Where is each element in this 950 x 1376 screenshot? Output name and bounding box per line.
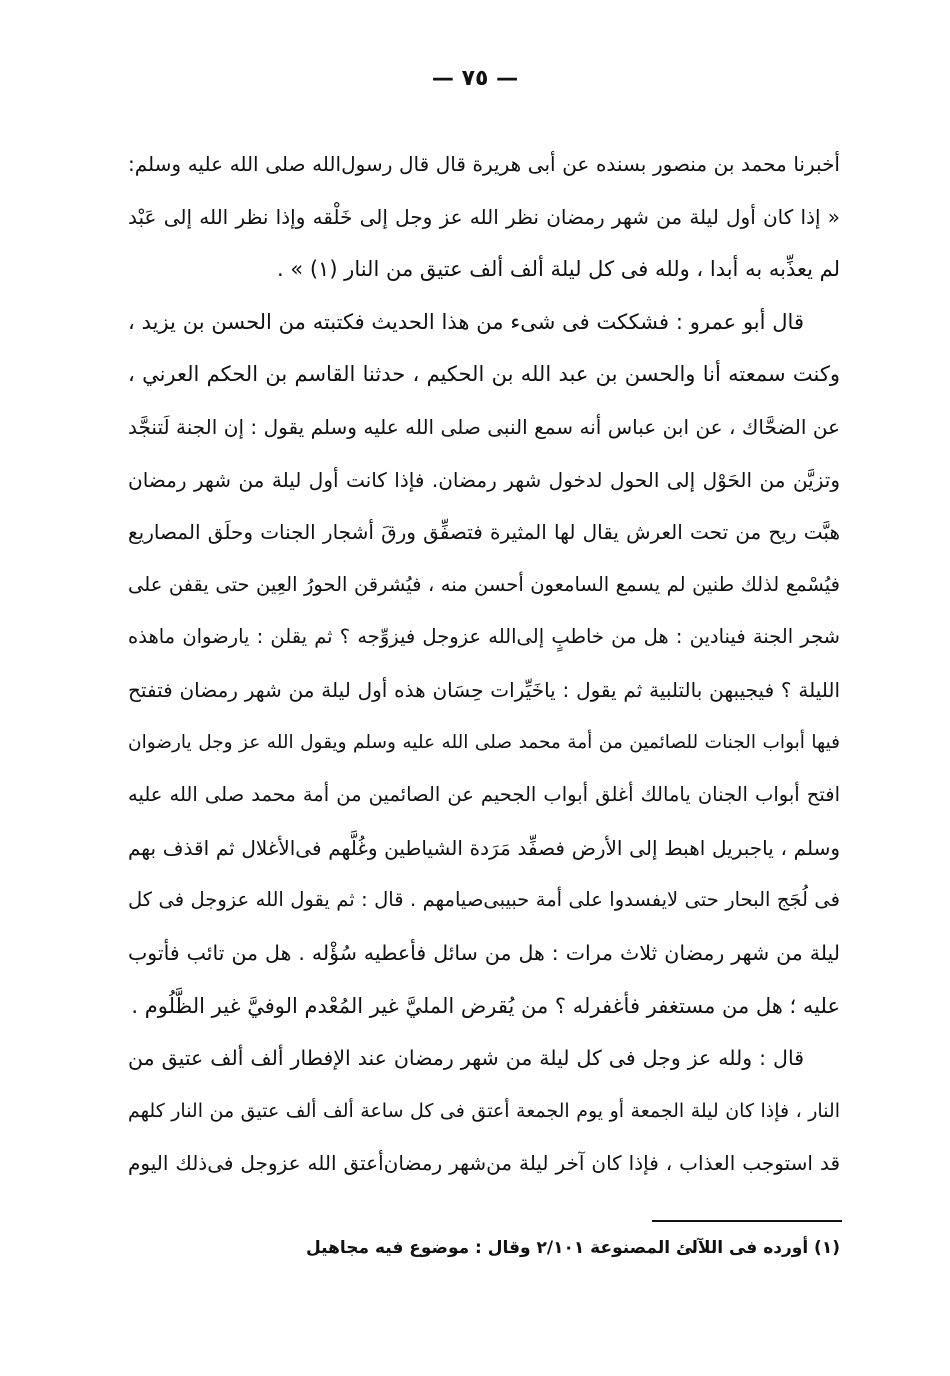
text-line: فيُسْمع لذلك طنين لم يسمع السامعون أحسن منه ، فيُشرقن الحورُ العِين حتى يقفن على — [128, 572, 840, 596]
text-line: أخبرنا محمد بن منصور بسنده عن أبى هريرة قال قال رسول‌الله صلى الله عليه وسلم: — [128, 152, 840, 176]
footnote-divider — [652, 1220, 842, 1222]
page-number: — ٧٥ — — [431, 66, 519, 91]
text-line: وتزيَّن من الحَوْل إلى الحول لدخول شهر رمضان. فإذا كانت أول ليلة من شهر رمضان — [128, 467, 840, 492]
body-text — [128, 138, 840, 1190]
text-line: قد استوجب العذاب ، فإذا كان آخر ليلة من‌شهر رمضان‌أعتق الله عزوجل فى‌ذلك اليوم — [128, 1151, 840, 1176]
text-line: ليلة من شهر رمضان ثلاث مرات : هل من سائل فأعطيه سُؤْله . هل من تائب فأتوب — [128, 940, 840, 965]
text-line: فيها أبواب الجنات للصائمين من أمة محمد صلى الله عليه وسلم ويقول الله عز وجل يارضوان — [128, 731, 840, 753]
text-line: وسلم ، ياجبريل اهبط إلى الأرض فصفِّد مَرَدة الشياطين وغُلَّهم فى‌الأغلال ثم اقذف بهم — [128, 835, 840, 860]
text-line: « إذا كان أول ليلة من شهر رمضان نظر الله عز وجل إلى خَلْقه وإذا نظر الله إلى عَبْد — [128, 204, 840, 229]
text-line: وكنت سمعته أنا والحسن بن عبد الله بن الحكيم ، حدثنا القاسم بن الحكم العرني ، — [128, 362, 840, 387]
text-line: شجر الجنة فينادين : هل من خاطبٍ إلى‌الله عزوجل فيزوِّجه ؟ ثم يقلن : يارضوان ماهذه — [128, 625, 840, 649]
text-line: قال : ولله عز وجل فى كل ليلة من شهر رمضان عند الإفطار ألف ألف عتيق من — [128, 1046, 804, 1071]
text-line: افتح أبواب الجنان يامالك أغلق أبواب الجحيم عن الصائمين من أمة محمد صلى الله عليه — [128, 783, 840, 807]
text-line: عن الضحَّاك ، عن ابن عباس أنه سمع النبى صلى الله عليه وسلم يقول : إن الجنة لَتنجَّد — [128, 414, 840, 439]
text-line: عليه ؛ هل من مستغفر فأغفرله ؟ من يُقرض المليَّ غير المُعْدم الوفيَّ غير الظَّلُوم . — [131, 993, 840, 1018]
text-line: قال أبو عمرو : فشككت فى شىء من هذا الحديث فكتبته من الحسن بن يزيد ، — [128, 309, 804, 334]
text-line: الليلة ؟ فيجيبهن بالتلبية ثم يقول : ياخَيِّرات حِسَان هذه أول ليلة من شهر رمضان فتفتح — [128, 677, 840, 702]
text-line: هبَّت ريح من تحت العرش يقال لها المثيرة فتصفِّق ورقَ أشجار الجنات وحلَق المصاريع — [128, 520, 840, 545]
text-line: لم يعذِّبه به أبدا ، ولله فى كل ليلة ألف ألف عتيق من النار (١) » . — [276, 257, 840, 282]
text-line: فى لُجَج البحار حتى لايفسدوا على أمة حبيبى‌صيامهم . قال : ثم يقول الله عزوجل فى كل — [128, 888, 840, 912]
footnote: (١) أورده فى اللآلئ المصنوعة ٢/١٠١ وقال : موضوع فيه مجاهيل — [305, 1238, 840, 1258]
text-line: النار ، فإذا كان ليلة الجمعة أو يوم الجمعة أعتق فى كل ساعة ألف ألف عتيق من النار كلهم — [128, 1099, 840, 1122]
